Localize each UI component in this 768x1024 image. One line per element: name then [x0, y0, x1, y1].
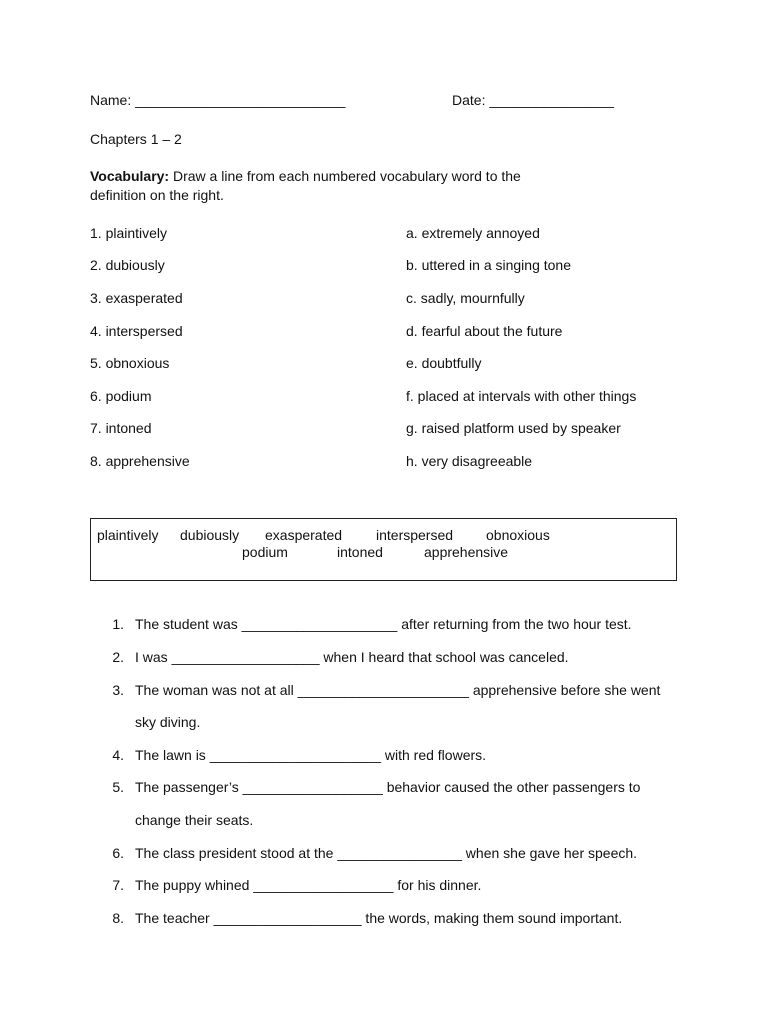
sentence-number: 1. — [112, 616, 124, 632]
word-bank-word: plaintively — [97, 527, 159, 543]
definition-item: h. very disagreeable — [406, 453, 533, 469]
definition-item: f. placed at intervals with other things — [406, 388, 637, 404]
sentence-number: 4. — [112, 747, 124, 763]
word-bank-word: podium — [242, 544, 288, 560]
word-item: 2. dubiously — [90, 257, 165, 273]
sentence-number: 3. — [112, 682, 124, 698]
sentence-number: 8. — [112, 910, 124, 926]
sentence-number: 6. — [112, 845, 124, 861]
word-item: 1. plaintively — [90, 225, 168, 241]
sentence-text: The woman was not at all ______________________ apprehensive before she went — [135, 682, 661, 698]
sentence-text: The class president stood at the ________________ when she gave her speech. — [135, 845, 638, 861]
word-bank-word: obnoxious — [486, 527, 550, 543]
word-item: 4. interspersed — [90, 323, 183, 339]
sentence-text: The passenger’s __________________ behavior caused the other passengers to — [135, 779, 641, 795]
definition-item: c. sadly, mournfully — [406, 290, 525, 306]
sentence-text: The student was ____________________ after returning from the two hour test. — [135, 616, 632, 632]
sentence-text: The teacher ___________________ the words, making them sound important. — [135, 910, 623, 926]
sentence-text: I was ___________________ when I heard that school was canceled. — [135, 649, 569, 665]
sentence-text: The puppy whined __________________ for his dinner. — [135, 877, 482, 893]
word-item: 8. apprehensive — [90, 453, 190, 469]
definition-item: a. extremely annoyed — [406, 225, 540, 241]
vocab-instruction-line2: definition on the right. — [90, 187, 224, 203]
sentence-text: The lawn is ______________________ with red flowers. — [135, 747, 487, 763]
sentence-number: 2. — [112, 649, 124, 665]
sentence-text-continued: sky diving. — [135, 714, 201, 730]
chapters-heading: Chapters 1 – 2 — [90, 131, 182, 147]
word-item: 6. podium — [90, 388, 152, 404]
definition-item: e. doubtfully — [406, 355, 482, 371]
definition-item: g. raised platform used by speaker — [406, 420, 621, 436]
word-item: 7. intoned — [90, 420, 152, 436]
date-field: Date: ________________ — [452, 92, 614, 108]
word-bank-word: interspersed — [376, 527, 454, 543]
name-field: Name: ___________________________ — [90, 92, 346, 108]
vocab-instruction-text: Draw a line from each numbered vocabulary word to the — [169, 168, 521, 184]
definition-item: b. uttered in a singing tone — [406, 257, 572, 273]
word-bank-word: intoned — [337, 544, 383, 560]
sentence-number: 5. — [112, 779, 124, 795]
sentence-number: 7. — [112, 877, 124, 893]
word-bank-word: exasperated — [265, 527, 343, 543]
definition-item: d. fearful about the future — [406, 323, 563, 339]
word-bank-word: dubiously — [180, 527, 240, 543]
vocab-label: Vocabulary: — [90, 168, 170, 184]
word-item: 5. obnoxious — [90, 355, 170, 371]
word-bank-word: apprehensive — [424, 544, 509, 560]
word-item: 3. exasperated — [90, 290, 183, 306]
sentence-text-continued: change their seats. — [135, 812, 254, 828]
vocab-instruction-line1 — [90, 168, 521, 184]
